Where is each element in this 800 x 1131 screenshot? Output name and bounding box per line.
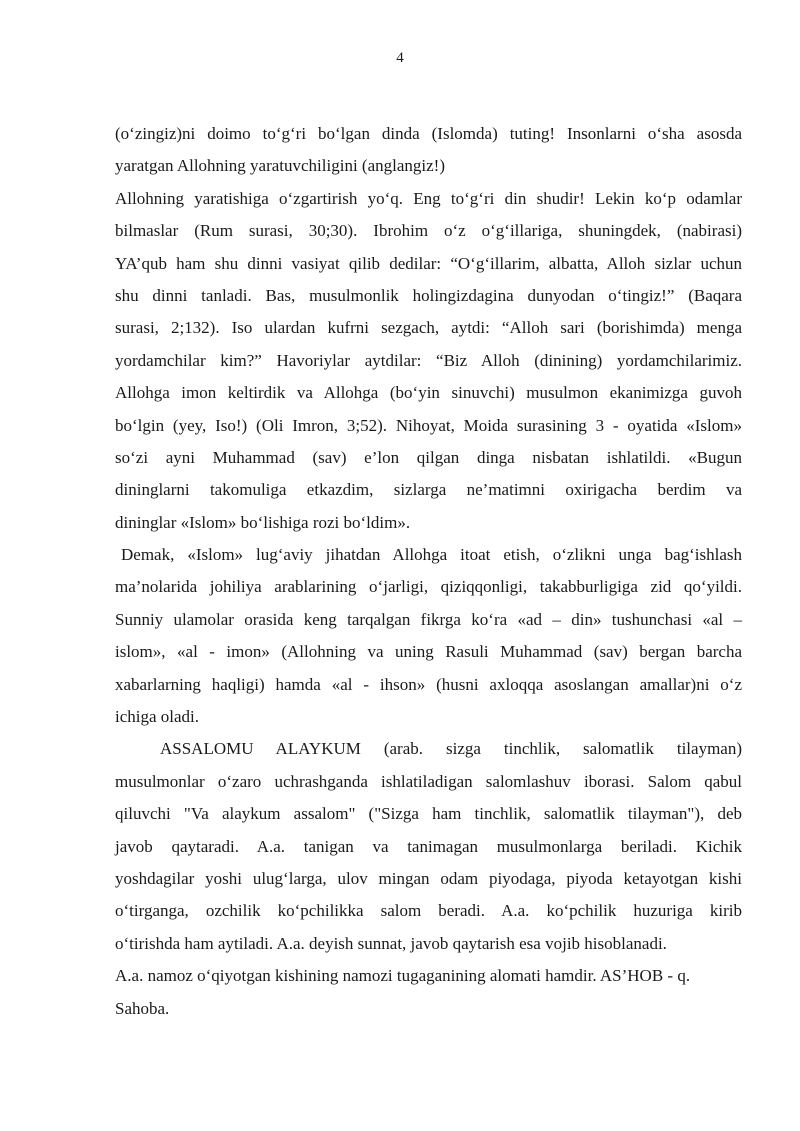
text-line: o‘tirganga, ozchilik ko‘pchilikka salom beradi. A.a. ko‘pchilik huzuriga kirib [115, 901, 742, 921]
text-line: YA’qub ham shu dinni vasiyat qilib dedilar: “O‘g‘illarim, albatta, Alloh sizlar uchun [115, 253, 742, 273]
text-line: ma’nolarida johiliya arablarining o‘jarligi, qiziqqonligi, takabburligiga zid qo‘yildi. [115, 577, 742, 597]
text-line: Sunniy ulamolar orasida keng tarqalgan fikrga ko‘ra «ad – din» tushunchasi «al – [115, 609, 742, 629]
document-body [115, 118, 742, 1025]
text-line: xabarlarning haqligi) hamda «al - ihson» (husni axloqqa asoslangan amallar)ni o‘z [115, 674, 742, 694]
text-line: so‘zi ayni Muhammad (sav) e’lon qilgan dinga nisbatan ishlatildi. «Bugun [115, 447, 742, 467]
text-line: o‘tirishda ham aytiladi. A.a. deyish sunnat, javob qaytarish esa vojib hisoblanadi. [115, 933, 667, 953]
text-line: qiluvchi "Va alaykum assalom" ("Sizga ham tinchlik, salomatlik tilayman"), deb [115, 804, 742, 824]
text-line: Demak, «Islom» lug‘aviy jihatdan Allohga itoat etish, o‘zlikni unga bag‘ishlash [121, 545, 742, 565]
text-line: ASSALOMU ALAYKUM (arab. sizga tinchlik, salomatlik tilayman) [160, 739, 742, 759]
text-line: surasi, 2;132). Iso ulardan kufrni sezgach, aytdi: “Alloh sari (borishimda) menga [115, 318, 742, 338]
text-line: Sahoba. [115, 998, 170, 1018]
text-line: javob qaytaradi. A.a. tanigan va tanimagan musulmonlarga beriladi. Kichik [115, 836, 742, 856]
text-line: (o‘zingiz)ni doimo to‘g‘ri bo‘lgan dinda (Islomda) tuting! Insonlarni o‘sha asosda [115, 124, 742, 143]
text-line: shu dinni tanladi. Bas, musulmonlik holingizdagina dunyodan o‘tingiz!” (Baqara [115, 285, 742, 305]
text-line: Allohga imon keltirdik va Allohga (bo‘yin sinuvchi) musulmon ekanimizga guvoh [115, 383, 742, 403]
text-line: islom», «al - imon» (Allohning va uning Rasuli Muhammad (sav) bergan barcha [115, 642, 742, 662]
text-line: Allohning yaratishiga o‘zgartirish yo‘q. Eng to‘g‘ri din shudir! Lekin ko‘p odamlar [115, 188, 742, 208]
text-line: yaratgan Allohning yaratuvchiligini (anglangiz!) [115, 156, 445, 176]
text-line: ichiga oladi. [115, 707, 200, 727]
text-line: A.a. namoz o‘qiyotgan kishining namozi tugaganining alomati hamdir. AS’HOB - q. [115, 966, 691, 986]
text-line: dininglar «Islom» bo‘lishiga rozi bo‘ldim». [115, 512, 411, 532]
text-line: musulmonlar o‘zaro uchrashganda ishlatiladigan salomlashuv iborasi. Salom qabul [115, 771, 742, 791]
page-number: 4 [396, 50, 404, 66]
text-line: bo‘lgin (yey, Iso!) (Oli Imron, 3;52). Nihoyat, Moida surasining 3 - oyatida «Islom» [115, 415, 742, 435]
text-line: bilmaslar (Rum surasi, 30;30). Ibrohim o‘z o‘g‘illariga, shuningdek, (nabirasi) [115, 221, 742, 241]
text-line: yordamchilar kim?” Havoriylar aytdilar: “Biz Alloh (dinining) yordamchilarimiz. [115, 350, 742, 370]
text-line: dininglarni takomuliga etkazdim, sizlarga ne’matimni oxirigacha berdim va [115, 480, 742, 500]
text-line: yoshdagilar yoshi ulug‘larga, ulov mingan odam piyodaga, piyoda ketayotgan kishi [115, 868, 742, 888]
